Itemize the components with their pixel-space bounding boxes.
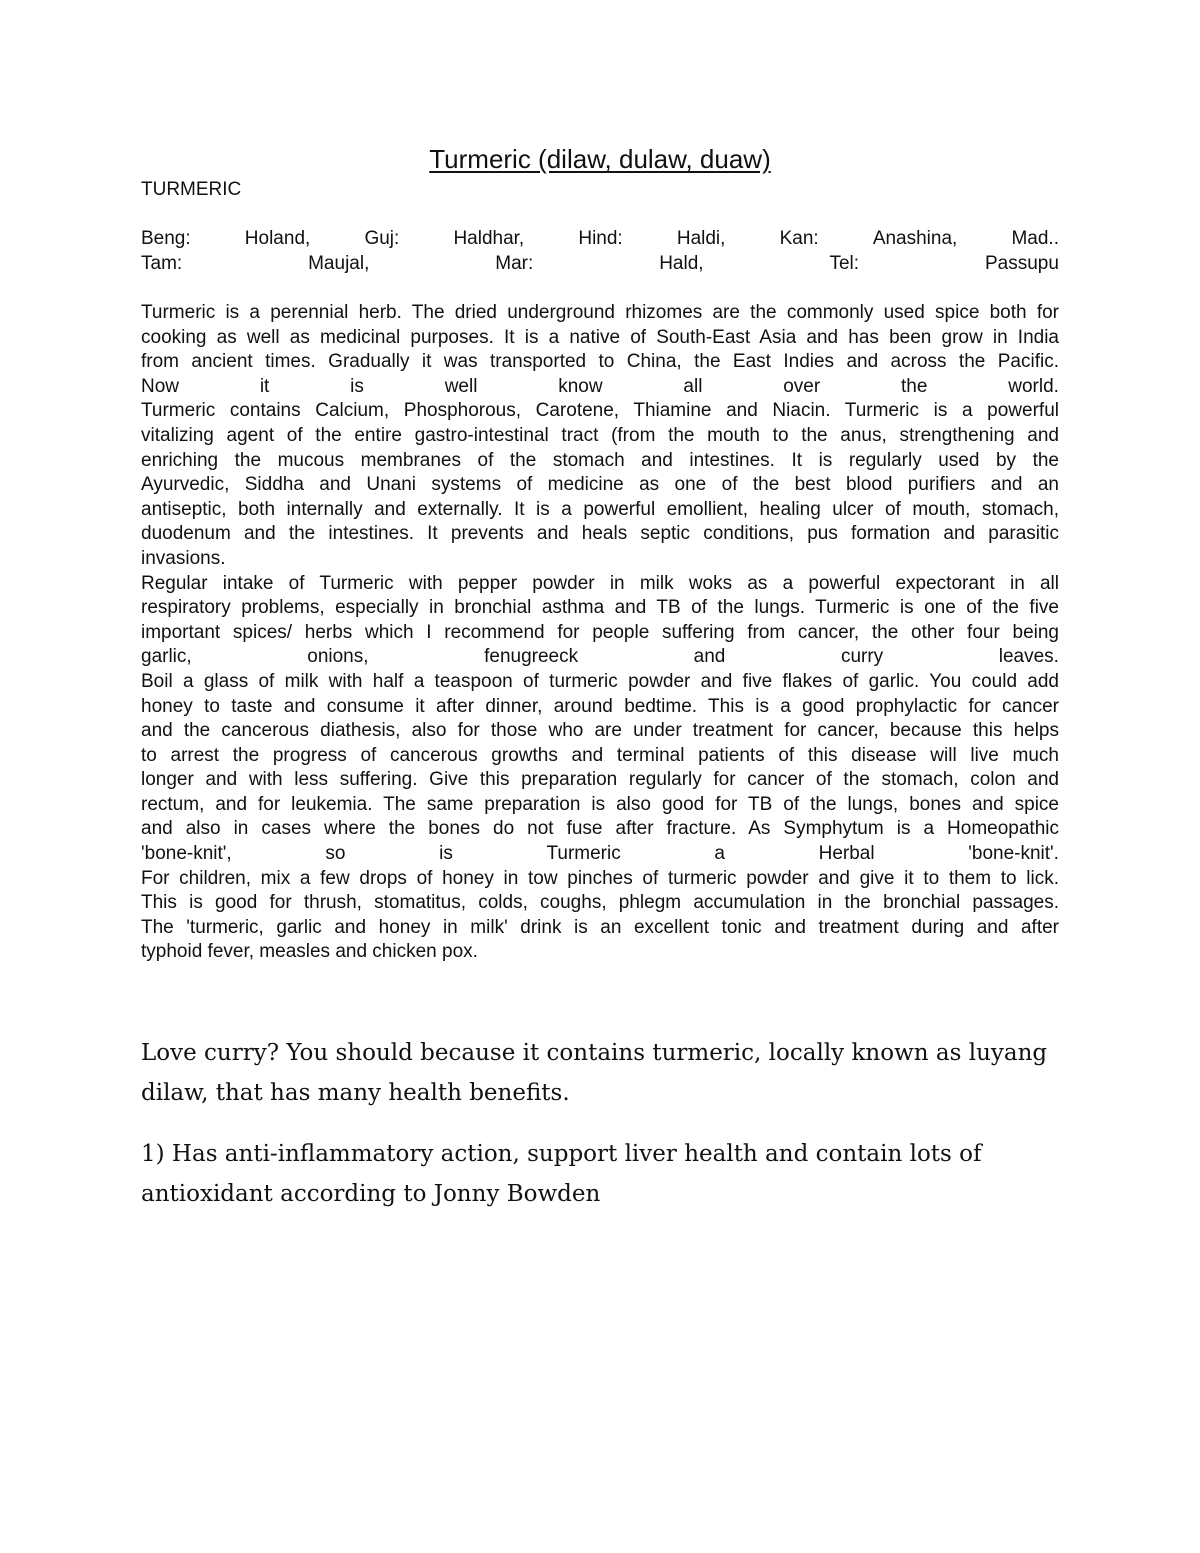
- word: Herbal: [818, 843, 875, 865]
- name-token: Beng:: [141, 228, 191, 249]
- text-line-spread: [141, 842, 1059, 867]
- word: so: [325, 843, 346, 865]
- text-line: invasions.: [141, 547, 226, 569]
- text-line: honey to taste and consume it after dinner, around bedtime. This is a good prophylactic for cancer: [141, 695, 1059, 717]
- text-line: rectum, and for leukemia. The same preparation is also good for TB of the lungs, bones and spice: [141, 793, 1059, 815]
- word: 'bone-knit'.: [968, 843, 1059, 865]
- name-token: Haldi,: [676, 228, 726, 249]
- name-token: Tel:: [829, 252, 860, 274]
- word: garlic,: [141, 646, 192, 668]
- word: is: [350, 375, 364, 397]
- text-line: cooking as well as medicinal purposes. It is a native of South-East Asia and has been grow in India: [141, 326, 1059, 348]
- word: is: [439, 843, 453, 865]
- text-line: duodenum and the intestines. It prevents and heals septic conditions, pus formation and parasitic: [141, 523, 1059, 545]
- regional-names-line-1: [141, 227, 1059, 252]
- word: fenugreeck: [484, 646, 579, 668]
- name-token: Passupu: [984, 252, 1059, 274]
- name-token: Anashina,: [872, 228, 958, 249]
- text-line: 1) Has anti-inflammatory action, support liver health and contain lots of: [141, 1141, 982, 1167]
- word: Turmeric: [546, 843, 621, 865]
- name-token: Mad..: [1011, 228, 1059, 249]
- text-line: Boil a glass of milk with half a teaspoon of turmeric powder and five flakes of garlic. You could add: [141, 670, 1059, 692]
- text-line: and also in cases where the bones do not fuse after fracture. As Symphytum is a Homeopathic: [141, 818, 1059, 840]
- word: and: [693, 646, 726, 668]
- word: know: [558, 375, 603, 397]
- text-line: Love curry? You should because it contains turmeric, locally known as luyang: [141, 1040, 1048, 1066]
- text-line: For children, mix a few drops of honey in tow pinches of turmeric powder and give it to them to lick.: [141, 867, 1059, 889]
- paragraph-constituents: [141, 399, 1059, 571]
- word: a: [714, 843, 725, 865]
- text-line: vitalizing agent of the entire gastro-intestinal tract (from the mouth to the anus, strengthening and: [141, 424, 1059, 446]
- section-heading: TURMERIC: [141, 179, 242, 200]
- text-line-spread: [141, 375, 1059, 400]
- word: over: [783, 375, 821, 397]
- word: the: [901, 375, 928, 397]
- body-text: [141, 301, 1059, 965]
- word: curry: [840, 646, 884, 668]
- text-line: respiratory problems, especially in bronchial asthma and TB of the lungs. Turmeric is one of the five: [141, 597, 1059, 619]
- text-line: Regular intake of Turmeric with pepper powder in milk woks as a powerful expectorant in all: [141, 572, 1059, 594]
- text-line: Turmeric is a perennial herb. The dried underground rhizomes are the commonly used spice both for: [141, 302, 1059, 323]
- paragraph-cancer: [141, 670, 1059, 867]
- paragraph-intro: [141, 301, 1059, 399]
- name-token: Haldhar,: [453, 228, 525, 249]
- text-line: and the cancerous diathesis, also for those who are under treatment for cancer, because this helps: [141, 720, 1059, 742]
- paragraph-respiratory: [141, 572, 1059, 670]
- text-line: to arrest the progress of cancerous growths and terminal patients of this disease will live much: [141, 744, 1059, 766]
- text-line: antioxidant according to Jonny Bowden: [141, 1181, 601, 1207]
- serif-benefit-item: [141, 1134, 1059, 1214]
- name-token: Mar:: [495, 252, 534, 274]
- text-line: typhoid fever, measles and chicken pox.: [141, 941, 478, 963]
- text-line: This is good for thrush, stomatitus, colds, coughs, phlegm accumulation in the bronchial passages.: [141, 892, 1059, 914]
- name-token: Holand,: [244, 228, 311, 249]
- word: 'bone-knit',: [141, 843, 232, 865]
- word: onions,: [307, 646, 369, 668]
- serif-intro-paragraph: [141, 1033, 1059, 1113]
- text-line: antiseptic, both internally and externally. It is a powerful emollient, healing ulcer of mouth, stomach,: [141, 498, 1059, 520]
- text-line-spread: [141, 645, 1059, 670]
- regional-names: [141, 227, 1059, 276]
- name-token: Guj:: [364, 228, 400, 249]
- name-token: Maujal,: [308, 252, 370, 274]
- regional-names-line-2: [141, 252, 1059, 277]
- paragraph-children: [141, 867, 1059, 965]
- name-token: Hind:: [578, 228, 623, 249]
- word: Now: [141, 375, 180, 397]
- word: it: [259, 375, 270, 397]
- text-line: The 'turmeric, garlic and honey in milk' drink is an excellent tonic and treatment during and after: [141, 916, 1059, 938]
- text-line: Ayurvedic, Siddha and Unani systems of medicine as one of the best blood purifiers and an: [141, 474, 1059, 496]
- page-title: Turmeric (dilaw, dulaw, duaw): [429, 144, 771, 174]
- text-line: Turmeric contains Calcium, Phosphorous, Carotene, Thiamine and Niacin. Turmeric is a powerful: [141, 400, 1059, 422]
- text-line: longer and with less suffering. Give this preparation regularly for cancer of the stomach, colon and: [141, 769, 1059, 791]
- word: world.: [1008, 375, 1059, 397]
- word: well: [444, 375, 478, 397]
- text-line: dilaw, that has many health benefits.: [141, 1080, 570, 1106]
- text-line: important spices/ herbs which I recommend for people suffering from cancer, the other four being: [141, 621, 1059, 643]
- text-line: enriching the mucous membranes of the stomach and intestines. It is regularly used by the: [141, 449, 1059, 471]
- word: all: [683, 375, 703, 397]
- word: leaves.: [998, 646, 1059, 668]
- name-token: Kan:: [779, 228, 819, 249]
- name-token: Tam:: [141, 252, 183, 274]
- name-token: Hald,: [659, 252, 704, 274]
- text-line: from ancient times. Gradually it was transported to China, the East Indies and across the Pacific.: [141, 351, 1059, 373]
